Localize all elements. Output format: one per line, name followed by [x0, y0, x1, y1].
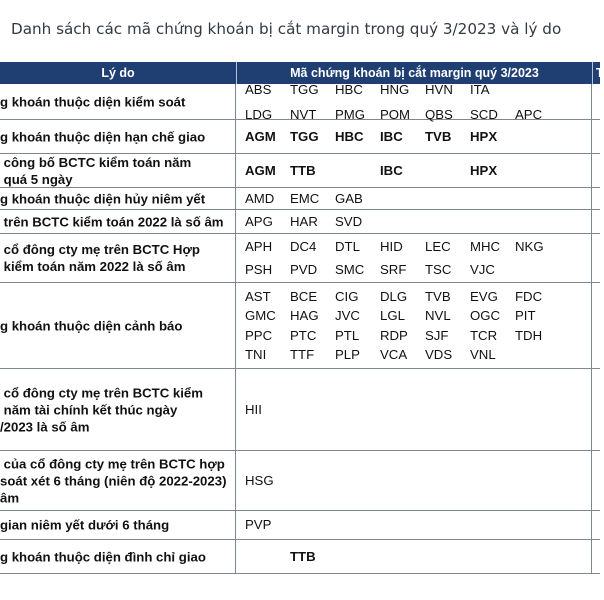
empty-code-slot [515, 515, 560, 535]
empty-code-slot [335, 400, 380, 420]
empty-code-slot [425, 546, 470, 568]
empty-code-slot [515, 471, 560, 491]
table-row [0, 188, 600, 210]
stock-code: SCD [470, 106, 498, 122]
table-row [0, 451, 600, 511]
empty-code-slot [380, 515, 425, 535]
stock-code: DLG [380, 288, 408, 304]
stock-code: PVD [290, 262, 318, 277]
stock-code: PSH [245, 262, 273, 277]
stock-code: HVN [425, 81, 453, 97]
table-row [0, 154, 600, 188]
empty-code-slot [245, 546, 290, 568]
empty-code-slot [515, 127, 560, 147]
stock-code: VJC [470, 262, 495, 277]
stock-code: LEC [425, 239, 451, 254]
stock-code: TTB [290, 162, 316, 178]
empty-code-slot [335, 546, 380, 568]
stock-code: ABS [245, 81, 272, 97]
stock-code: IBC [380, 162, 403, 178]
reason-text: cổ đông cty mẹ trên BCTC Hợp kiểm toán năm 2022 là số âm [3, 242, 200, 274]
reason-cell [0, 451, 236, 510]
empty-code-slot [515, 189, 560, 209]
table-row [0, 210, 600, 234]
reason-text: g khoán thuộc diện cảnh báo [0, 318, 183, 333]
stock-code: HPX [470, 162, 498, 178]
codes-cell [236, 81, 592, 122]
empty-code-slot [335, 515, 380, 535]
stock-code: AGM [245, 128, 276, 144]
stock-code: HAR [290, 213, 318, 229]
reason-cell [0, 188, 236, 209]
header-extra: T [592, 62, 600, 84]
stock-code: OGC [470, 308, 501, 323]
stock-code: EMC [290, 190, 320, 206]
empty-code-slot [425, 161, 470, 181]
header-codes: Mã chứng khoán bị cắt margin quý 3/2023 [236, 62, 592, 84]
stock-code: VCA [380, 347, 408, 362]
stock-code: PVP [245, 517, 272, 532]
stock-code: TVB [425, 288, 451, 304]
reason-cell [0, 120, 236, 153]
codes-cell [236, 369, 592, 450]
stock-code: NVL [425, 308, 451, 323]
empty-code-slot [380, 189, 425, 209]
stock-code: TDH [515, 327, 543, 343]
empty-code-slot [470, 400, 515, 420]
codes-cell [236, 451, 592, 510]
reason-cell [0, 369, 236, 450]
empty-code-slot [515, 546, 560, 568]
stock-code: DC4 [290, 239, 317, 254]
empty-code-slot [290, 400, 335, 420]
empty-code-slot [335, 471, 380, 491]
empty-code-slot [425, 212, 470, 232]
margin-cut-table [0, 62, 604, 574]
reason-text: của cổ đông cty mẹ trên BCTC hợp soát xét 6 tháng (niên độ 2022-2023) âm [0, 456, 227, 505]
codes-cell [236, 210, 592, 233]
codes-cell [236, 511, 592, 539]
stock-code: TGG [290, 128, 319, 144]
stock-code: HBC [335, 128, 364, 144]
stock-code: APG [245, 213, 273, 229]
stock-code: SJF [425, 327, 449, 343]
stock-code: PMG [335, 106, 366, 122]
empty-code-slot [380, 471, 425, 491]
codes-cell [236, 120, 592, 153]
codes-cell [236, 283, 592, 368]
stock-code: RDP [380, 327, 408, 343]
empty-code-slot [425, 515, 470, 535]
codes-cell [236, 154, 592, 187]
stock-code: HPX [470, 128, 498, 144]
empty-code-slot [380, 212, 425, 232]
empty-code-slot [425, 189, 470, 209]
reason-cell [0, 234, 236, 282]
empty-code-slot [515, 77, 560, 102]
empty-code-slot [290, 471, 335, 491]
stock-code: TTF [290, 347, 315, 362]
empty-code-slot [470, 471, 515, 491]
stock-code: AMD [245, 190, 275, 206]
reason-text: g khoán thuộc diện kiểm soát [0, 94, 186, 109]
stock-code: TSC [425, 262, 452, 277]
stock-code: HII [245, 401, 262, 417]
table-row [0, 120, 600, 154]
stock-code: SVD [335, 213, 363, 229]
stock-code: HAG [290, 308, 319, 323]
stock-code: TCR [470, 327, 498, 343]
stock-code: TNI [245, 347, 267, 362]
codes-cell [236, 188, 592, 209]
empty-code-slot [335, 161, 380, 181]
stock-code: QBS [425, 106, 453, 122]
reason-cell [0, 540, 236, 573]
reason-cell [0, 84, 236, 119]
empty-code-slot [470, 515, 515, 535]
stock-code: TVB [425, 128, 452, 144]
empty-code-slot [515, 345, 560, 365]
empty-code-slot [515, 258, 560, 281]
stock-code: LDG [245, 106, 273, 122]
codes-cell [236, 234, 592, 282]
stock-code: ITA [470, 81, 490, 97]
stock-code: JVC [335, 308, 360, 323]
empty-code-slot [290, 515, 335, 535]
stock-code: SRF [380, 262, 407, 277]
stock-code: HSG [245, 472, 274, 488]
stock-code: HID [380, 239, 403, 254]
table-caption: Danh sách các mã chứng khoán bị cắt margin trong quý 3/2023 và lý do [11, 20, 562, 38]
reason-text: g khoán thuộc diện hạn chế giao [0, 129, 206, 144]
reason-text: trên BCTC kiểm toán 2022 là số âm [0, 214, 224, 229]
table-row [0, 369, 600, 451]
empty-code-slot [380, 546, 425, 568]
stock-code: PPC [245, 327, 273, 343]
stock-code: VDS [425, 347, 453, 362]
empty-code-slot [425, 471, 470, 491]
stock-code: GAB [335, 190, 363, 206]
stock-code: LGL [380, 308, 405, 323]
reason-text: g khoán thuộc diện đình chỉ giao [0, 549, 206, 564]
reason-cell [0, 283, 236, 368]
stock-code: HNG [380, 81, 410, 97]
table-row [0, 234, 600, 283]
empty-code-slot [380, 400, 425, 420]
stock-code: IBC [380, 128, 403, 144]
stock-code: EVG [470, 288, 498, 304]
stock-code: PIT [515, 308, 536, 323]
reason-cell [0, 511, 236, 539]
stock-code: APC [515, 106, 543, 122]
stock-code: AST [245, 288, 271, 304]
stock-code: FDC [515, 288, 543, 304]
stock-code: TTB [290, 548, 316, 564]
table-row [0, 511, 600, 540]
stock-code: AGM [245, 162, 276, 178]
stock-code: POM [380, 106, 411, 122]
stock-code: PLP [335, 347, 360, 362]
empty-code-slot [515, 400, 560, 420]
stock-code: PTL [335, 327, 360, 343]
empty-code-slot [425, 400, 470, 420]
empty-code-slot [470, 189, 515, 209]
reason-cell [0, 210, 236, 233]
empty-code-slot [515, 161, 560, 181]
header-reason: Lý do [0, 62, 236, 84]
stock-code: BCE [290, 288, 318, 304]
stock-code: MHC [470, 239, 501, 254]
stock-code: GMC [245, 308, 276, 323]
empty-code-slot [515, 212, 560, 232]
stock-code: TGG [290, 81, 319, 97]
stock-code: NVT [290, 106, 317, 122]
stock-code: APH [245, 239, 273, 254]
reason-text: g khoán thuộc diện hủy niêm yết [0, 191, 206, 206]
stock-code: DTL [335, 239, 360, 254]
reason-text: gian niêm yết dưới 6 tháng [0, 517, 170, 533]
table-row [0, 540, 600, 574]
stock-code: SMC [335, 262, 365, 277]
codes-cell [236, 540, 592, 573]
reason-cell [0, 154, 236, 187]
stock-code: CIG [335, 288, 359, 304]
reason-text: cổ đông cty mẹ trên BCTC kiểm năm tài chính kết thúc ngày /2023 là số âm [0, 385, 203, 434]
empty-code-slot [470, 212, 515, 232]
reason-text: công bố BCTC kiểm toán năm quá 5 ngày [3, 154, 192, 187]
stock-code: VNL [470, 347, 496, 362]
table-row [0, 81, 600, 122]
empty-code-slot [470, 546, 515, 568]
stock-code: PTC [290, 327, 317, 343]
stock-code: NKG [515, 239, 544, 254]
table-row [0, 283, 600, 369]
stock-code: HBC [335, 81, 363, 97]
